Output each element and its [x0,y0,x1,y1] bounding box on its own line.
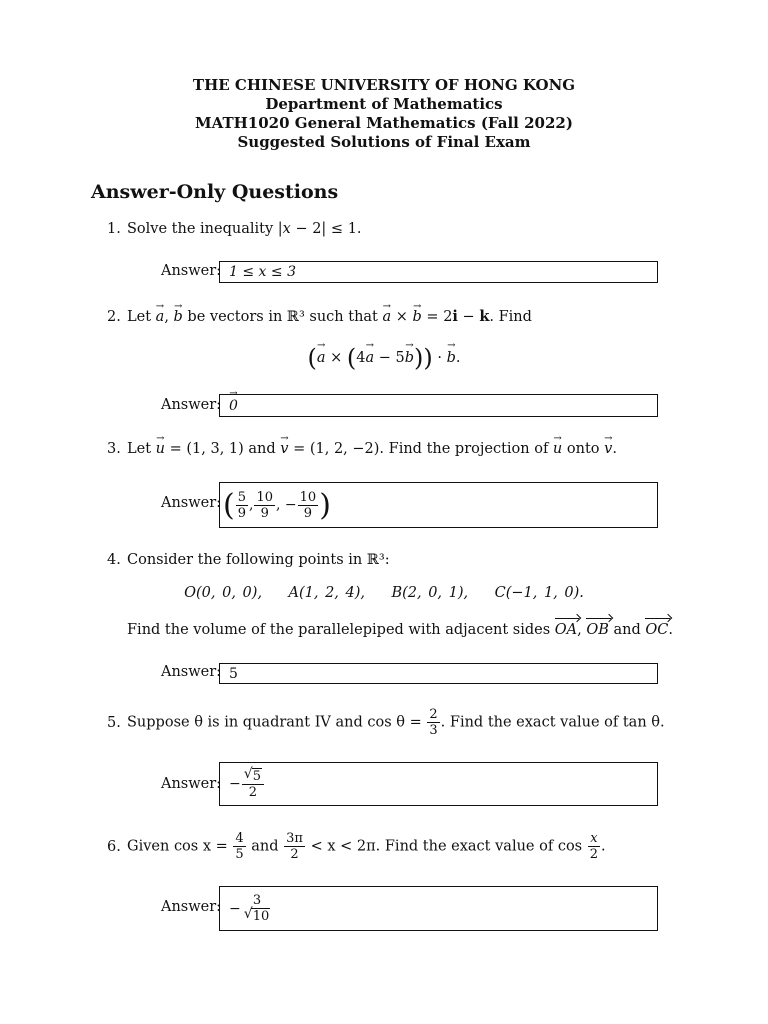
question-4-follow: Find the volume of the parallelepiped with adjacent sides OA, OB and OC. [127,622,673,638]
answer-label: Answer: [161,899,222,915]
answer-4: 5 [229,665,238,682]
answer-label: Answer: [161,776,222,792]
answer-box-1 [219,261,658,283]
university-name: THE CHINESE UNIVERSITY OF HONG KONG [192,76,576,94]
section-title: Answer-Only Questions [91,181,339,203]
vector-a: → a [156,308,165,326]
vector-b: → b [174,308,183,326]
course-name: MATH1020 General Mathematics (Fall 2022) [195,114,573,132]
answer-box-2 [219,394,658,417]
question-6: 6. Given cos x = $\frac{4}{5}$ and $\frac{3\pi}{2}$ < x < 2π. Find the exact value of cos $\frac{x}{2}$ . [107,831,606,862]
display-equation-2: (→ a × (4→ a − 5→ b)) · → b. [0,344,768,372]
answer-label: Answer: [161,495,222,511]
question-5: 5. Suppose θ is in quadrant IV and cos θ = $\frac{2}{3}$ . Find the exact value of tan θ. [107,707,665,738]
answer-label: Answer: [161,397,222,413]
document-title: Suggested Solutions of Final Exam [237,133,531,151]
answer-2: → 0 [229,398,238,414]
question-4: 4. Consider the following points in ℝ³: [107,552,390,568]
question-number: 1. [107,221,121,237]
question-2: 2. Let → a, → b be vectors in ℝ³ such that → a × → b = 2i − k. Find [107,308,532,326]
answer-box-5: − √ 5 2 [219,762,658,806]
question-3: 3. Let → u = (1, 3, 1) and → v = (1, 2, −2). Find the projection of → u onto → v. [107,440,617,458]
department-name: Department of Mathematics [265,95,503,113]
answer-6: 3 √ 10 [243,893,270,924]
answer-label: Answer: [161,263,222,279]
answer-5: √ 5 2 [242,769,264,800]
answer-label: Answer: [161,664,222,680]
question-1: 1. Solve the inequality |x − 2| ≤ 1. [107,221,362,237]
answer-box-3: ( $\frac{5}{9}$ , $\frac{10}{9}$ , − $\frac{10}{9}$ ) [219,482,658,528]
points-list: O(0, 0, 0), A(1, 2, 4), B(2, 0, 1), C(−1, 1, 0). [184,585,584,601]
answer-box-6: − 3 √ 10 [219,886,658,931]
answer-box-4 [219,663,658,684]
answer-1: 1 ≤ x ≤ 3 [229,264,296,280]
